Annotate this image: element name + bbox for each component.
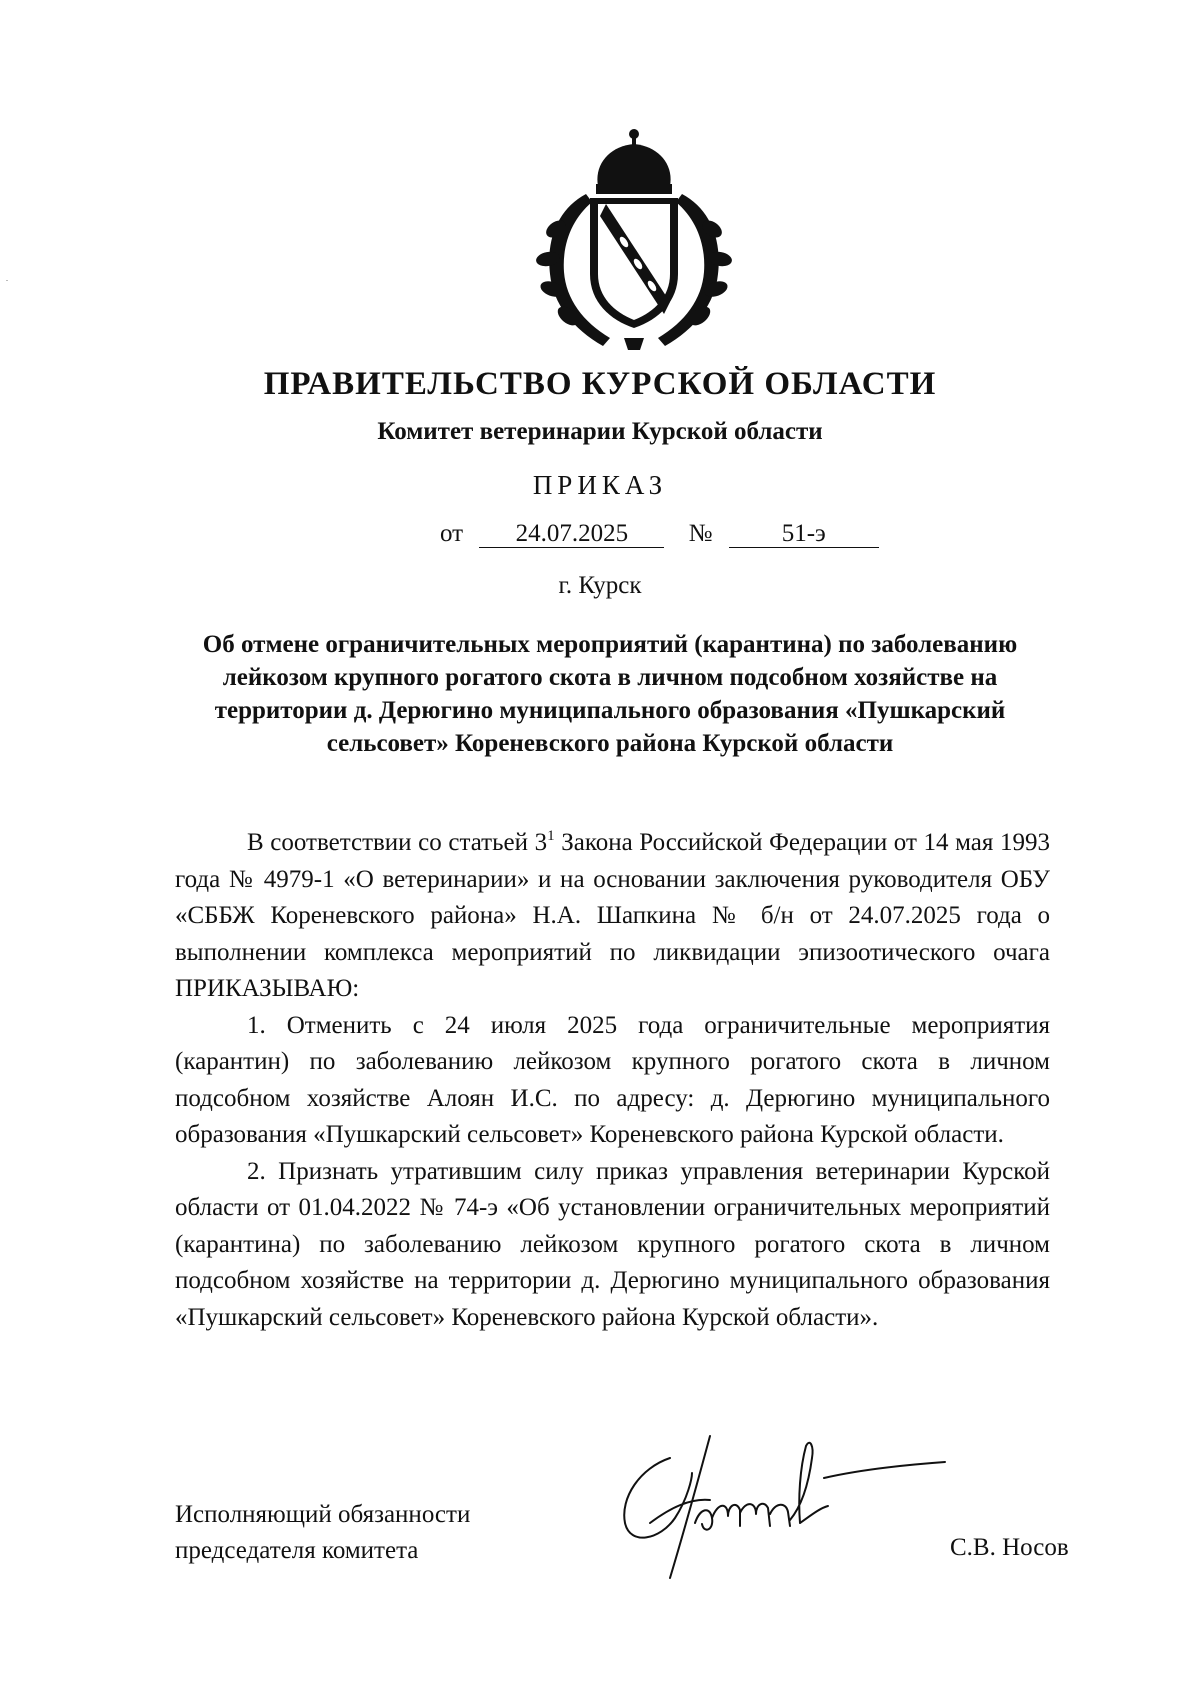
order-number: 51-э xyxy=(729,521,879,548)
order-subject: Об отмене ограничительных мероприятий (карантина) по заболеванию лейкозом крупного рогатого скота в личном подсобном хозяйстве на территории д. Дерюгино муниципального образования «Пушкарский сельсовет» Кореневского района Курской области xyxy=(202,631,1018,757)
date-prefix: от xyxy=(440,520,464,547)
position-line-1: Исполняющий обязанности xyxy=(175,1501,471,1528)
scan-mark xyxy=(6,280,8,281)
preamble-paragraph xyxy=(175,825,1050,1008)
order-item-2: 2. Признать утратившим силу приказ управления ветеринарии Курской области от 01.04.2022 № 74-э «Об установлении ограничительных мероприятий (карантина) по заболеванию лейкозом крупного рогатого скота в личном подсобном хозяйстве на территории д. Дерюгино муниципального образования «Пушкарский сельсовет» Кореневского района Курской области». xyxy=(175,1157,1050,1331)
document-type: ПРИКАЗ xyxy=(532,470,668,500)
city: г. Курск xyxy=(558,572,642,599)
article-superscript: 1 xyxy=(547,828,555,844)
number-prefix: № xyxy=(688,520,713,547)
signatory-name: С.В. Носов xyxy=(950,1534,1069,1561)
position-line-2: председателя комитета xyxy=(175,1537,419,1564)
order-date: 24.07.2025 xyxy=(479,521,664,548)
order-body xyxy=(175,825,1050,1336)
preamble-text-b: Закона Российской Федерации от 14 мая 1993 года № 4979-1 «О ветеринарии» и на основании заключения руководителя ОБУ «СББЖ Кореневского района» Н.А. Шапкина № б/н от 24.07.2025 года о выполнении комплекса мероприятий по ликвидации эпизоотического очага ПРИКАЗЫВАЮ: xyxy=(175,829,1051,1002)
preamble-text-a: В соответствии со статьей 3 xyxy=(247,829,548,856)
committee-name: Комитет ветеринарии Курской области xyxy=(377,418,823,445)
order-item-1: 1. Отменить с 24 июля 2025 года ограничительные мероприятия (карантин) по заболеванию лейкозом крупного рогатого скота в личном подсобном хозяйстве Алоян И.С. по адресу: д. Дерюгино муниципального образования «Пушкарский сельсовет» Кореневского района Курской области. xyxy=(175,1011,1050,1148)
date-number-line xyxy=(440,520,879,548)
government-title: ПРАВИТЕЛЬСТВО КУРСКОЙ ОБЛАСТИ xyxy=(263,366,937,402)
signatory-position xyxy=(175,1497,470,1569)
coat-of-arms-emblem xyxy=(528,124,740,352)
handwritten-signature xyxy=(600,1428,980,1583)
